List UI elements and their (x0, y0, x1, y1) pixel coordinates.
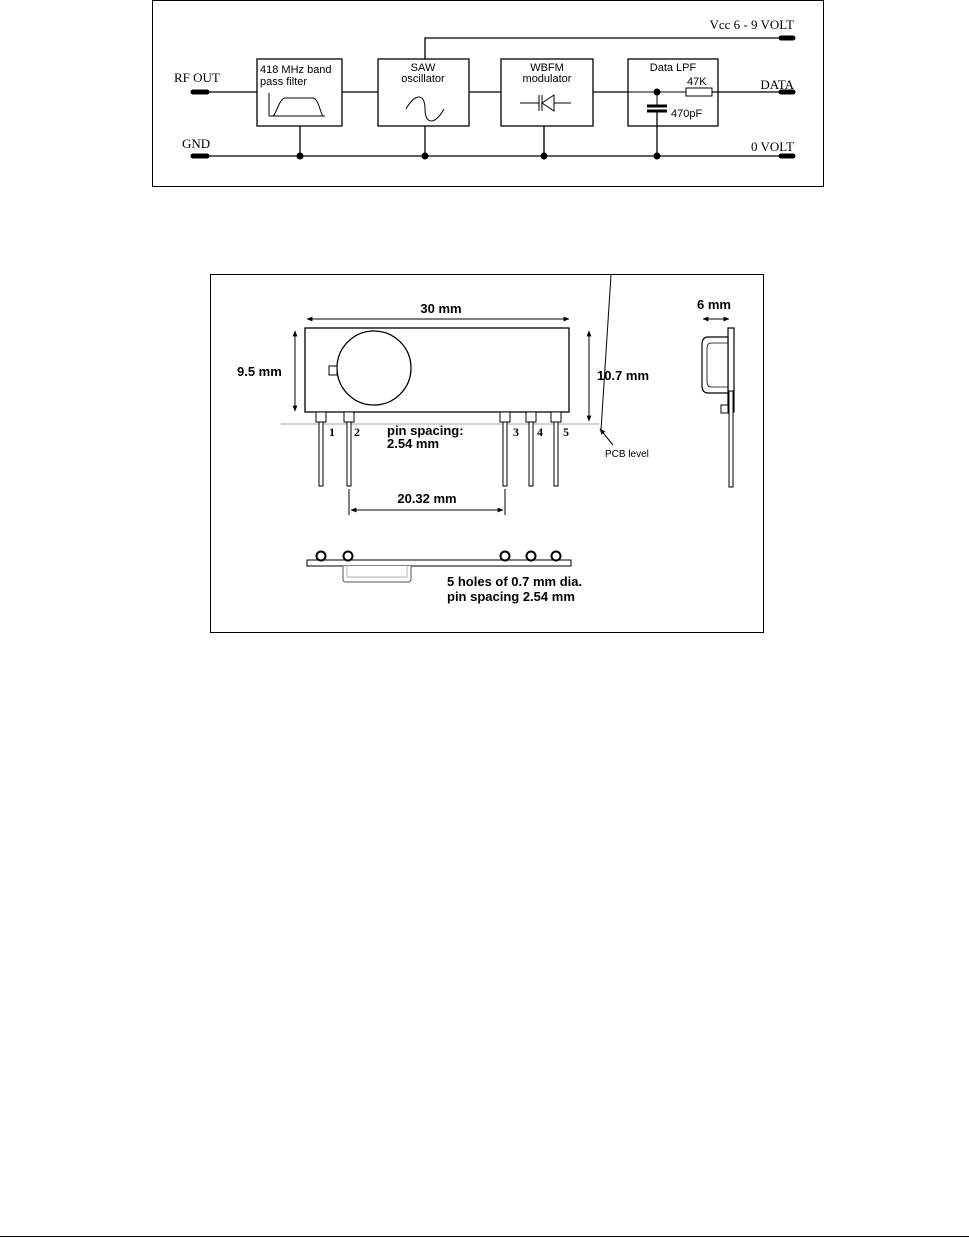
right-height-label: 10.7 mm (597, 368, 650, 383)
width-dimension-label: 30 mm (420, 301, 462, 316)
holes-label-line2: pin spacing 2.54 mm (447, 589, 575, 604)
resistor-47k-icon (686, 88, 712, 96)
resistor-label: 47K (687, 76, 707, 88)
wire-vcc-rail (425, 38, 793, 59)
pcb-level-leader (601, 275, 611, 430)
module-side-view (702, 328, 734, 487)
filter-label-line2: pass filter (260, 76, 308, 88)
pin-4 (526, 412, 536, 486)
pin-number-3: 3 (513, 425, 519, 439)
saw-label-line2: oscillator (401, 73, 445, 85)
pin-number-2: 2 (354, 425, 360, 439)
hole-4 (527, 552, 536, 561)
pin-number-1: 1 (329, 425, 335, 439)
pin-spacing-label-line2: 2.54 mm (387, 436, 440, 451)
pcb-level-label: PCB level (605, 449, 649, 460)
pin-1 (316, 412, 326, 486)
pin-5 (551, 412, 561, 486)
wbfm-label-line2: modulator (522, 73, 572, 85)
holes-label-line1: 5 holes of 0.7 mm dia. (447, 574, 583, 589)
pin-3 (500, 412, 510, 486)
pcb-level-arrow (600, 429, 613, 445)
data-label: DATA (760, 77, 794, 92)
pin-span-label: 20.32 mm (397, 491, 457, 506)
junction-dot (297, 153, 304, 160)
wbfm-label-line1: WBFM (530, 62, 564, 74)
saw-label-line1: SAW (410, 62, 436, 74)
vcc-label: Vcc 6 - 9 VOLT (709, 17, 794, 32)
block-diagram-svg (153, 1, 825, 188)
hole-3 (501, 552, 510, 561)
hole-2 (344, 552, 353, 561)
pin-number-4: 4 (537, 425, 543, 439)
rf-out-label: RF OUT (174, 70, 220, 85)
hole-5 (552, 552, 561, 561)
junction-dot (541, 153, 548, 160)
junction-dot (422, 153, 429, 160)
saw-resonator-can-icon (337, 331, 411, 405)
zero-volt-label: 0 VOLT (751, 139, 794, 154)
filter-label-line1: 418 MHz band (260, 64, 332, 76)
hole-1 (317, 552, 326, 561)
mechanical-drawing-svg (211, 275, 765, 634)
pin-spacing-label-line1: pin spacing: (387, 423, 464, 438)
capacitor-label: 470pF (671, 108, 703, 120)
mechanical-drawing-panel (210, 274, 764, 633)
depth-dimension-label: 6 mm (697, 297, 731, 312)
pin-number-5: 5 (563, 425, 569, 439)
left-height-label: 9.5 mm (237, 364, 282, 379)
gnd-label: GND (182, 136, 211, 151)
page-footer-rule (0, 1236, 969, 1237)
resonator-tab (329, 366, 337, 375)
pin-2 (344, 412, 354, 486)
block-diagram-panel (152, 0, 824, 187)
lpf-label: Data LPF (649, 62, 697, 74)
